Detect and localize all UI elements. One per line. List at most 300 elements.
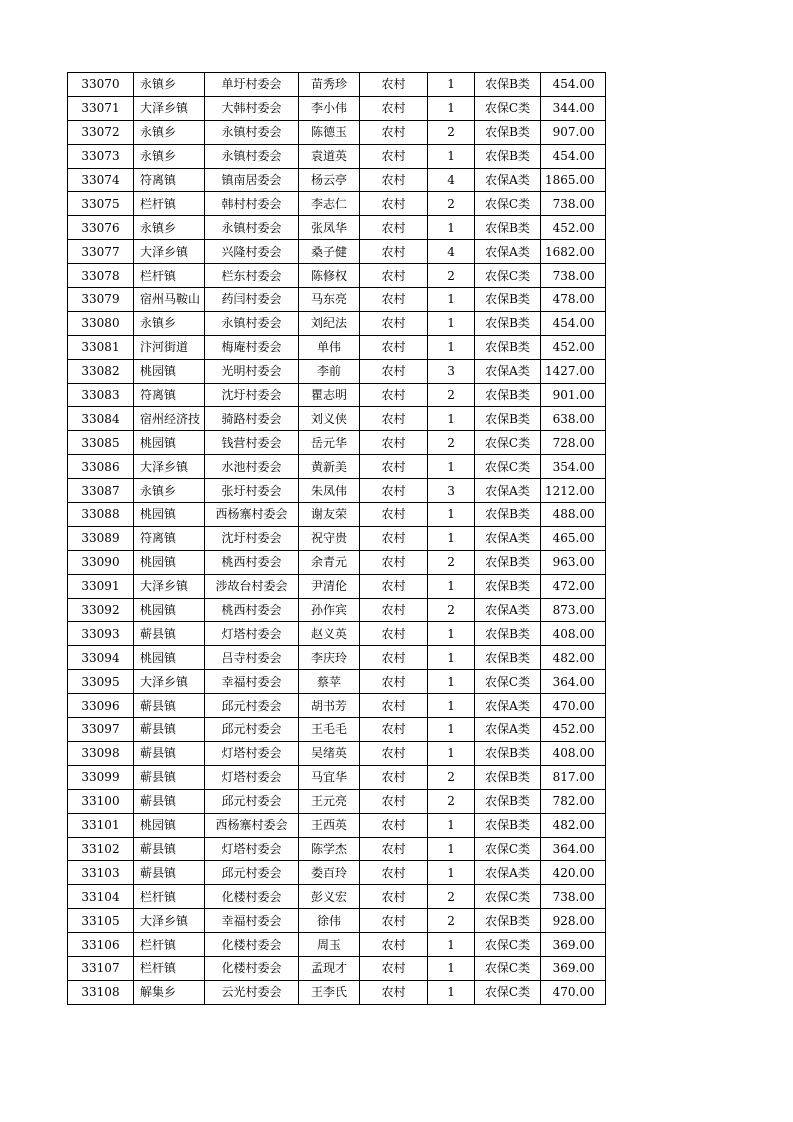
person-name-cell: 李小伟: [299, 96, 360, 120]
committee-cell: 光明村委会: [205, 359, 299, 383]
insurance-category-cell: 农保B类: [475, 909, 541, 933]
committee-cell: 邱元村委会: [205, 861, 299, 885]
person-name-cell: 马东亮: [299, 288, 360, 312]
insurance-category-cell: 农保B类: [475, 216, 541, 240]
household-count-cell: 2: [428, 598, 475, 622]
record-id-cell: 33087: [68, 479, 134, 503]
insurance-category-cell: 农保B类: [475, 550, 541, 574]
table-row: [68, 96, 606, 120]
table-row: [68, 240, 606, 264]
table-row: [68, 73, 606, 97]
committee-cell: 梅庵村委会: [205, 335, 299, 359]
person-name-cell: 袁道英: [299, 144, 360, 168]
table-row: [68, 526, 606, 550]
table-row: [68, 550, 606, 574]
amount-cell: 354.00: [541, 455, 606, 479]
amount-cell: 482.00: [541, 813, 606, 837]
insurance-category-cell: 农保C类: [475, 264, 541, 288]
residence-type-cell: 农村: [360, 813, 428, 837]
table-row: [68, 288, 606, 312]
household-count-cell: 1: [428, 980, 475, 1004]
insurance-category-cell: 农保C类: [475, 933, 541, 957]
residence-type-cell: 农村: [360, 956, 428, 980]
person-name-cell: 黄新美: [299, 455, 360, 479]
residence-type-cell: 农村: [360, 168, 428, 192]
insurance-category-cell: 农保B类: [475, 765, 541, 789]
town-cell: 栏杆镇: [134, 885, 205, 909]
insurance-category-cell: 农保B类: [475, 73, 541, 97]
person-name-cell: 吴绪英: [299, 741, 360, 765]
amount-cell: 928.00: [541, 909, 606, 933]
household-count-cell: 1: [428, 288, 475, 312]
household-count-cell: 1: [428, 526, 475, 550]
household-count-cell: 1: [428, 407, 475, 431]
insurance-category-cell: 农保B类: [475, 503, 541, 527]
residence-type-cell: 农村: [360, 837, 428, 861]
committee-cell: 灯塔村委会: [205, 837, 299, 861]
committee-cell: 永镇村委会: [205, 120, 299, 144]
table-row: [68, 718, 606, 742]
town-cell: 大泽乡镇: [134, 240, 205, 264]
record-id-cell: 33089: [68, 526, 134, 550]
amount-cell: 901.00: [541, 383, 606, 407]
insurance-category-cell: 农保C类: [475, 837, 541, 861]
town-cell: 解集乡: [134, 980, 205, 1004]
record-id-cell: 33103: [68, 861, 134, 885]
record-id-cell: 33071: [68, 96, 134, 120]
record-id-cell: 33094: [68, 646, 134, 670]
table-row: [68, 598, 606, 622]
insurance-category-cell: 农保B类: [475, 789, 541, 813]
amount-cell: 738.00: [541, 192, 606, 216]
committee-cell: 药闫村委会: [205, 288, 299, 312]
amount-cell: 452.00: [541, 335, 606, 359]
residence-type-cell: 农村: [360, 407, 428, 431]
residence-type-cell: 农村: [360, 741, 428, 765]
household-count-cell: 2: [428, 431, 475, 455]
town-cell: 大泽乡镇: [134, 670, 205, 694]
committee-cell: 永镇村委会: [205, 216, 299, 240]
insurance-category-cell: 农保C类: [475, 431, 541, 455]
insurance-category-cell: 农保B类: [475, 574, 541, 598]
residence-type-cell: 农村: [360, 622, 428, 646]
amount-cell: 369.00: [541, 956, 606, 980]
committee-cell: 化楼村委会: [205, 933, 299, 957]
household-count-cell: 1: [428, 933, 475, 957]
amount-cell: 364.00: [541, 837, 606, 861]
amount-cell: 478.00: [541, 288, 606, 312]
household-count-cell: 1: [428, 503, 475, 527]
household-count-cell: 1: [428, 216, 475, 240]
record-id-cell: 33100: [68, 789, 134, 813]
residence-type-cell: 农村: [360, 479, 428, 503]
person-name-cell: 余青元: [299, 550, 360, 574]
amount-cell: 817.00: [541, 765, 606, 789]
household-count-cell: 1: [428, 574, 475, 598]
amount-cell: 470.00: [541, 980, 606, 1004]
town-cell: 桃园镇: [134, 550, 205, 574]
table-row: [68, 956, 606, 980]
town-cell: 永镇乡: [134, 216, 205, 240]
town-cell: 永镇乡: [134, 479, 205, 503]
person-name-cell: 刘义侠: [299, 407, 360, 431]
household-count-cell: 1: [428, 622, 475, 646]
person-name-cell: 彭义宏: [299, 885, 360, 909]
committee-cell: 栏东村委会: [205, 264, 299, 288]
committee-cell: 韩村村委会: [205, 192, 299, 216]
town-cell: 桃园镇: [134, 359, 205, 383]
committee-cell: 幸福村委会: [205, 670, 299, 694]
amount-cell: 470.00: [541, 694, 606, 718]
residence-type-cell: 农村: [360, 861, 428, 885]
town-cell: 永镇乡: [134, 73, 205, 97]
table-row: [68, 789, 606, 813]
table-row: [68, 813, 606, 837]
residence-type-cell: 农村: [360, 383, 428, 407]
person-name-cell: 徐伟: [299, 909, 360, 933]
table-row: [68, 335, 606, 359]
person-name-cell: 王毛毛: [299, 718, 360, 742]
town-cell: 栏杆镇: [134, 264, 205, 288]
residence-type-cell: 农村: [360, 311, 428, 335]
town-cell: 桃园镇: [134, 813, 205, 837]
household-count-cell: 2: [428, 550, 475, 574]
committee-cell: 化楼村委会: [205, 885, 299, 909]
record-id-cell: 33081: [68, 335, 134, 359]
insurance-category-cell: 农保A类: [475, 359, 541, 383]
table-row: [68, 431, 606, 455]
household-count-cell: 1: [428, 96, 475, 120]
residence-type-cell: 农村: [360, 73, 428, 97]
person-name-cell: 孟现才: [299, 956, 360, 980]
household-count-cell: 4: [428, 240, 475, 264]
household-count-cell: 2: [428, 765, 475, 789]
town-cell: 永镇乡: [134, 311, 205, 335]
table-row: [68, 455, 606, 479]
insurance-category-cell: 农保B类: [475, 407, 541, 431]
household-count-cell: 2: [428, 192, 475, 216]
household-count-cell: 1: [428, 646, 475, 670]
amount-cell: 452.00: [541, 718, 606, 742]
town-cell: 栏杆镇: [134, 956, 205, 980]
insurance-category-cell: 农保C类: [475, 980, 541, 1004]
committee-cell: 桃西村委会: [205, 598, 299, 622]
residence-type-cell: 农村: [360, 646, 428, 670]
person-name-cell: 胡书芳: [299, 694, 360, 718]
committee-cell: 钱营村委会: [205, 431, 299, 455]
record-id-cell: 33107: [68, 956, 134, 980]
amount-cell: 454.00: [541, 311, 606, 335]
person-name-cell: 瞿志明: [299, 383, 360, 407]
person-name-cell: 单伟: [299, 335, 360, 359]
household-count-cell: 1: [428, 694, 475, 718]
town-cell: 蕲县镇: [134, 622, 205, 646]
table-row: [68, 861, 606, 885]
town-cell: 永镇乡: [134, 144, 205, 168]
record-id-cell: 33088: [68, 503, 134, 527]
insurance-category-cell: 农保A类: [475, 240, 541, 264]
town-cell: 桃园镇: [134, 503, 205, 527]
record-id-cell: 33084: [68, 407, 134, 431]
record-id-cell: 33080: [68, 311, 134, 335]
committee-cell: 邱元村委会: [205, 789, 299, 813]
insurance-category-cell: 农保A类: [475, 526, 541, 550]
table-row: [68, 359, 606, 383]
residence-type-cell: 农村: [360, 765, 428, 789]
residence-type-cell: 农村: [360, 550, 428, 574]
table-row: [68, 646, 606, 670]
committee-cell: 吕寺村委会: [205, 646, 299, 670]
insurance-category-cell: 农保B类: [475, 311, 541, 335]
town-cell: 符离镇: [134, 383, 205, 407]
committee-cell: 邱元村委会: [205, 718, 299, 742]
amount-cell: 364.00: [541, 670, 606, 694]
insurance-category-cell: 农保C类: [475, 96, 541, 120]
records-table-body: [68, 73, 606, 1005]
insurance-category-cell: 农保C类: [475, 192, 541, 216]
table-row: [68, 120, 606, 144]
committee-cell: 桃西村委会: [205, 550, 299, 574]
person-name-cell: 李前: [299, 359, 360, 383]
record-id-cell: 33104: [68, 885, 134, 909]
record-id-cell: 33077: [68, 240, 134, 264]
table-row: [68, 933, 606, 957]
record-id-cell: 33070: [68, 73, 134, 97]
amount-cell: 454.00: [541, 73, 606, 97]
amount-cell: 728.00: [541, 431, 606, 455]
residence-type-cell: 农村: [360, 694, 428, 718]
town-cell: 永镇乡: [134, 120, 205, 144]
amount-cell: 738.00: [541, 885, 606, 909]
record-id-cell: 33099: [68, 765, 134, 789]
table-row: [68, 144, 606, 168]
town-cell: 大泽乡镇: [134, 574, 205, 598]
person-name-cell: 陈学杰: [299, 837, 360, 861]
committee-cell: 邱元村委会: [205, 694, 299, 718]
town-cell: 蕲县镇: [134, 789, 205, 813]
amount-cell: 454.00: [541, 144, 606, 168]
town-cell: 桃园镇: [134, 431, 205, 455]
record-id-cell: 33076: [68, 216, 134, 240]
table-row: [68, 407, 606, 431]
residence-type-cell: 农村: [360, 264, 428, 288]
committee-cell: 兴隆村委会: [205, 240, 299, 264]
household-count-cell: 1: [428, 670, 475, 694]
residence-type-cell: 农村: [360, 431, 428, 455]
record-id-cell: 33078: [68, 264, 134, 288]
person-name-cell: 陈修权: [299, 264, 360, 288]
town-cell: 蕲县镇: [134, 741, 205, 765]
residence-type-cell: 农村: [360, 455, 428, 479]
record-id-cell: 33096: [68, 694, 134, 718]
household-count-cell: 3: [428, 479, 475, 503]
town-cell: 桃园镇: [134, 646, 205, 670]
household-count-cell: 1: [428, 861, 475, 885]
insurance-category-cell: 农保A类: [475, 861, 541, 885]
records-table: [67, 72, 606, 1005]
insurance-category-cell: 农保A类: [475, 598, 541, 622]
record-id-cell: 33108: [68, 980, 134, 1004]
committee-cell: 西杨寨村委会: [205, 813, 299, 837]
town-cell: 蕲县镇: [134, 861, 205, 885]
committee-cell: 化楼村委会: [205, 956, 299, 980]
insurance-category-cell: 农保A类: [475, 479, 541, 503]
record-id-cell: 33105: [68, 909, 134, 933]
committee-cell: 灯塔村委会: [205, 741, 299, 765]
residence-type-cell: 农村: [360, 574, 428, 598]
record-id-cell: 33083: [68, 383, 134, 407]
household-count-cell: 1: [428, 311, 475, 335]
record-id-cell: 33098: [68, 741, 134, 765]
residence-type-cell: 农村: [360, 909, 428, 933]
table-row: [68, 168, 606, 192]
committee-cell: 大韩村委会: [205, 96, 299, 120]
amount-cell: 782.00: [541, 789, 606, 813]
committee-cell: 灯塔村委会: [205, 622, 299, 646]
committee-cell: 幸福村委会: [205, 909, 299, 933]
household-count-cell: 1: [428, 741, 475, 765]
committee-cell: 灯塔村委会: [205, 765, 299, 789]
residence-type-cell: 农村: [360, 526, 428, 550]
household-count-cell: 1: [428, 837, 475, 861]
household-count-cell: 1: [428, 956, 475, 980]
amount-cell: 1682.00: [541, 240, 606, 264]
insurance-category-cell: 农保A类: [475, 694, 541, 718]
town-cell: 蕲县镇: [134, 765, 205, 789]
record-id-cell: 33101: [68, 813, 134, 837]
town-cell: 宿州经济技: [134, 407, 205, 431]
amount-cell: 963.00: [541, 550, 606, 574]
person-name-cell: 杨云亭: [299, 168, 360, 192]
insurance-category-cell: 农保B类: [475, 383, 541, 407]
residence-type-cell: 农村: [360, 503, 428, 527]
committee-cell: 水池村委会: [205, 455, 299, 479]
amount-cell: 452.00: [541, 216, 606, 240]
insurance-category-cell: 农保B类: [475, 120, 541, 144]
amount-cell: 1865.00: [541, 168, 606, 192]
insurance-category-cell: 农保A类: [475, 718, 541, 742]
insurance-category-cell: 农保B类: [475, 646, 541, 670]
residence-type-cell: 农村: [360, 192, 428, 216]
table-row: [68, 741, 606, 765]
household-count-cell: 2: [428, 120, 475, 144]
table-row: [68, 670, 606, 694]
insurance-category-cell: 农保B类: [475, 741, 541, 765]
insurance-category-cell: 农保A类: [475, 168, 541, 192]
table-row: [68, 694, 606, 718]
committee-cell: 西杨寨村委会: [205, 503, 299, 527]
record-id-cell: 33091: [68, 574, 134, 598]
town-cell: 蕲县镇: [134, 837, 205, 861]
record-id-cell: 33079: [68, 288, 134, 312]
town-cell: 蕲县镇: [134, 718, 205, 742]
amount-cell: 465.00: [541, 526, 606, 550]
committee-cell: 沈圩村委会: [205, 383, 299, 407]
record-id-cell: 33082: [68, 359, 134, 383]
amount-cell: 1427.00: [541, 359, 606, 383]
table-row: [68, 909, 606, 933]
person-name-cell: 岳元华: [299, 431, 360, 455]
committee-cell: 永镇村委会: [205, 144, 299, 168]
amount-cell: 408.00: [541, 622, 606, 646]
town-cell: 桃园镇: [134, 598, 205, 622]
table-row: [68, 216, 606, 240]
amount-cell: 1212.00: [541, 479, 606, 503]
amount-cell: 408.00: [541, 741, 606, 765]
residence-type-cell: 农村: [360, 670, 428, 694]
person-name-cell: 王西英: [299, 813, 360, 837]
record-id-cell: 33090: [68, 550, 134, 574]
town-cell: 符离镇: [134, 168, 205, 192]
insurance-category-cell: 农保B类: [475, 288, 541, 312]
household-count-cell: 2: [428, 264, 475, 288]
person-name-cell: 孙作宾: [299, 598, 360, 622]
person-name-cell: 陈德玉: [299, 120, 360, 144]
amount-cell: 482.00: [541, 646, 606, 670]
insurance-category-cell: 农保C类: [475, 670, 541, 694]
amount-cell: 907.00: [541, 120, 606, 144]
town-cell: 汴河街道: [134, 335, 205, 359]
insurance-category-cell: 农保C类: [475, 885, 541, 909]
record-id-cell: 33106: [68, 933, 134, 957]
residence-type-cell: 农村: [360, 335, 428, 359]
residence-type-cell: 农村: [360, 144, 428, 168]
insurance-category-cell: 农保C类: [475, 455, 541, 479]
residence-type-cell: 农村: [360, 980, 428, 1004]
person-name-cell: 娄百玲: [299, 861, 360, 885]
household-count-cell: 4: [428, 168, 475, 192]
committee-cell: 镇南居委会: [205, 168, 299, 192]
person-name-cell: 赵义英: [299, 622, 360, 646]
town-cell: 大泽乡镇: [134, 96, 205, 120]
committee-cell: 涉故台村委会: [205, 574, 299, 598]
insurance-category-cell: 农保B类: [475, 144, 541, 168]
town-cell: 大泽乡镇: [134, 455, 205, 479]
person-name-cell: 周玉: [299, 933, 360, 957]
table-row: [68, 503, 606, 527]
amount-cell: 873.00: [541, 598, 606, 622]
household-count-cell: 2: [428, 383, 475, 407]
town-cell: 栏杆镇: [134, 192, 205, 216]
residence-type-cell: 农村: [360, 120, 428, 144]
person-name-cell: 蔡苹: [299, 670, 360, 694]
table-row: [68, 479, 606, 503]
table-row: [68, 383, 606, 407]
residence-type-cell: 农村: [360, 288, 428, 312]
person-name-cell: 桑子健: [299, 240, 360, 264]
household-count-cell: 2: [428, 885, 475, 909]
record-id-cell: 33097: [68, 718, 134, 742]
town-cell: 大泽乡镇: [134, 909, 205, 933]
committee-cell: 沈圩村委会: [205, 526, 299, 550]
household-count-cell: 1: [428, 718, 475, 742]
household-count-cell: 1: [428, 73, 475, 97]
person-name-cell: 刘纪法: [299, 311, 360, 335]
record-id-cell: 33086: [68, 455, 134, 479]
person-name-cell: 朱凤伟: [299, 479, 360, 503]
amount-cell: 638.00: [541, 407, 606, 431]
insurance-category-cell: 农保B类: [475, 335, 541, 359]
household-count-cell: 1: [428, 335, 475, 359]
household-count-cell: 1: [428, 144, 475, 168]
record-id-cell: 33072: [68, 120, 134, 144]
table-row: [68, 311, 606, 335]
record-id-cell: 33075: [68, 192, 134, 216]
record-id-cell: 33085: [68, 431, 134, 455]
town-cell: 宿州马鞍山: [134, 288, 205, 312]
record-id-cell: 33092: [68, 598, 134, 622]
person-name-cell: 张凤华: [299, 216, 360, 240]
